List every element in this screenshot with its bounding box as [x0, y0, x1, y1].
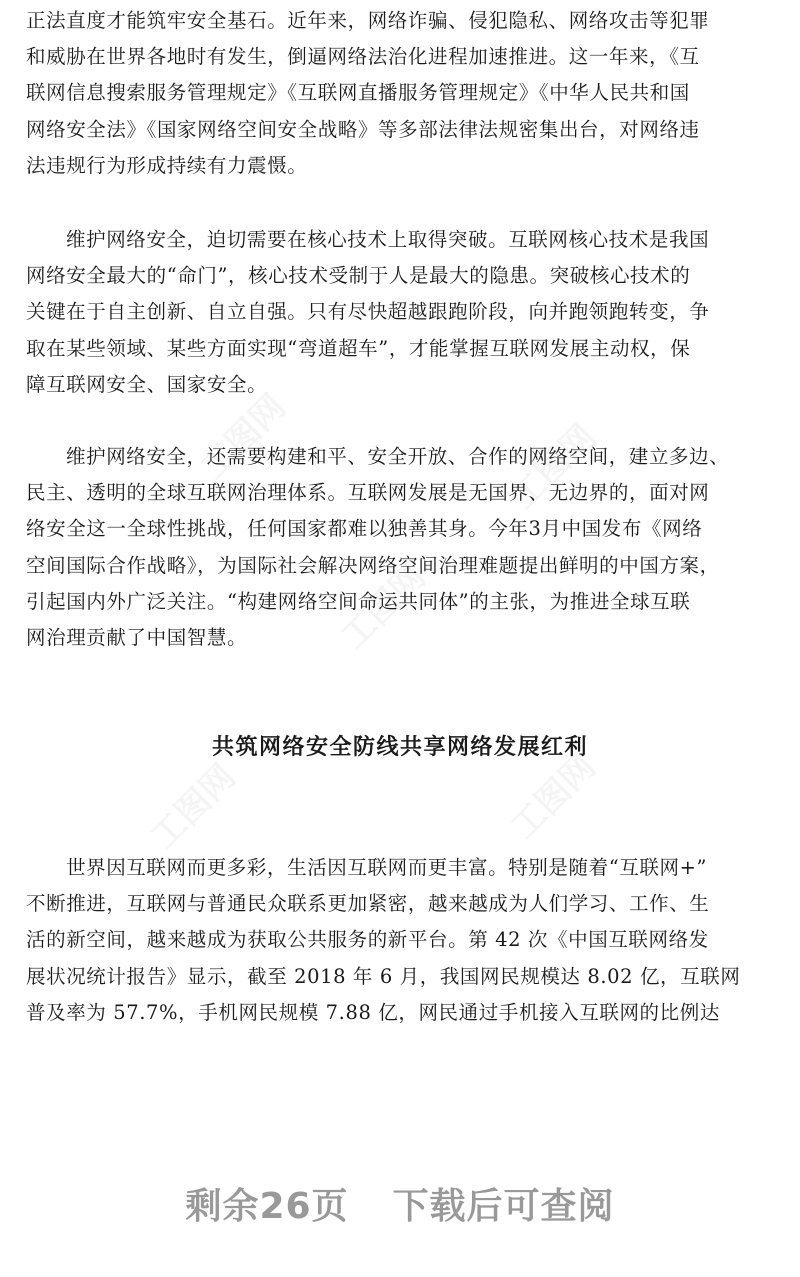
text-line: 络安全这一全球性挑战，任何国家都难以独善其身。今年3月中国发布《网络: [26, 517, 703, 541]
text-line: 引起国内外广泛关注。“构建网络空间命运共同体”的主张，为推进全球互联: [26, 589, 691, 613]
watermark: [138, 751, 245, 858]
text-line: 世界因互联网而更多彩，生活因互联网而更丰富。特别是随着“互联网+”: [66, 856, 708, 879]
text-line: 民主、透明的全球互联网治理体系。互联网发展是无国界、无边界的，面对网: [26, 481, 710, 505]
text-line: 网络安全法》《国家网络空间安全战略》等多部法律法规密集出台，对网络违: [26, 117, 700, 141]
remaining-pages-label[interactable]: 剩余26页: [185, 1186, 349, 1227]
text-line: 和威胁在世界各地时有发生，倒逼网络法治化进程加速推进。这一年来，《互: [26, 45, 700, 69]
paragraph-2: [26, 222, 774, 403]
text-line: 展状况统计报告》显示，截至 2018 年 6 月，我国网民规模达 8.02 亿，互联网: [26, 964, 741, 988]
text-line: 维护网络安全，迫切需要在核心技术上取得突破。互联网核心技术是我国: [66, 228, 710, 251]
text-line: 活的新空间，越来越成为获取公共服务的新平台。第 42 次《中国互联网络发: [26, 928, 709, 952]
download-to-view-label[interactable]: 下载后可查阅: [392, 1186, 615, 1227]
text-line: 障互联网安全、国家安全。: [26, 372, 268, 396]
text-line: 维护网络安全，还需要构建和平、安全开放、合作的网络空间，建立多边、: [66, 445, 730, 468]
text-line: 普及率为 57.7%，手机网民规模 7.88 亿，网民通过手机接入互联网的比例达: [26, 1000, 720, 1024]
text-line: 法违规行为形成持续有力震慑。: [26, 153, 308, 177]
text-line: 联网信息搜索服务管理规定》《互联网直播服务管理规定》《中华人民共和国: [26, 81, 690, 105]
text-line: 空间国际合作战略》，为国际社会解决网络空间治理难题提出鲜明的中国方案，: [26, 553, 720, 577]
text-line: 关键在于自主创新、自立自强。只有尽快超越跟跑阶段，向并跑领跑转变，争: [26, 300, 710, 324]
text-line: 网络安全最大的“命门”，核心技术受制于人是最大的隐患。突破核心技术的: [26, 264, 691, 288]
text-line: 正法直度才能筑牢安全基石。近年来，网络诈骗、侵犯隐私、网络攻击等犯罪: [26, 9, 710, 32]
text-line: 不断推进，互联网与普通民众联系更加紧密，越来越成为人们学习、工作、生: [26, 892, 710, 916]
paragraph-1: [26, 3, 774, 184]
text-line: 取在某些领域、某些方面实现“弯道超车”，才能掌握互联网发展主动权，保: [26, 336, 691, 360]
paragraph-3: [26, 439, 774, 656]
text-line: 网治理贡献了中国智慧。: [26, 626, 248, 650]
download-banner[interactable]: [0, 1178, 800, 1229]
paragraph-4: [26, 850, 774, 1031]
section-heading: 共筑网络安全防线共享网络发展红利: [211, 735, 588, 760]
